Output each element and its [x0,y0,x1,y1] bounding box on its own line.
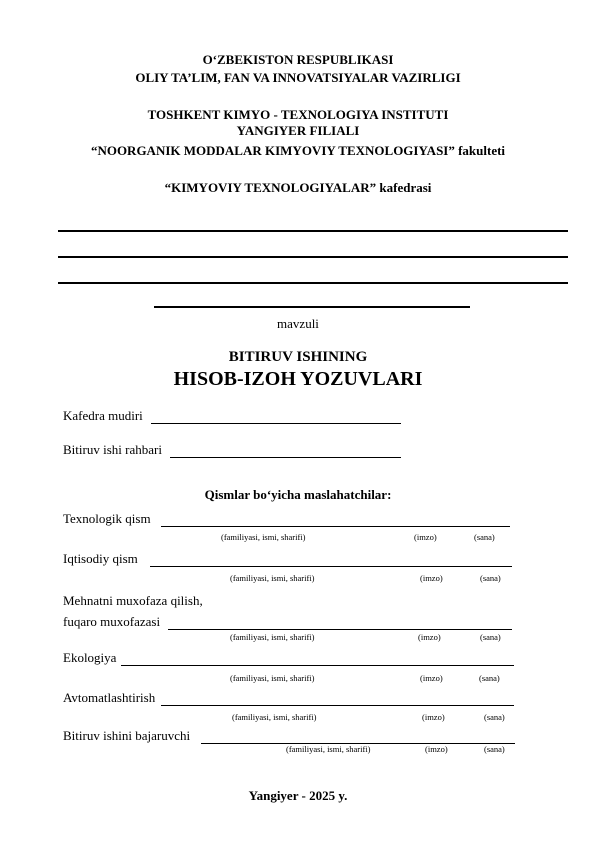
consultant-label-technology: Texnologik qism [63,511,151,526]
topic-line-1 [58,230,568,232]
consultant-label-performer: Bitiruv ishini bajaruvchi [63,728,191,743]
caption-name: (familiyasi, ismi, sharifi) [232,712,317,722]
caption-date: (sana) [484,744,505,754]
consultant-label-economy: Iqtisodiy qism [63,551,138,566]
department-name: “KIMYOVIY TEXNOLOGIYALAR” kafedrasi [164,180,432,195]
topic-line-3 [58,282,568,284]
title-line-2: HISOB-IZOH YOZUVLARI [173,368,423,390]
caption-sign: (imzo) [425,744,448,754]
caption-sign: (imzo) [420,673,443,683]
caption-name: (familiyasi, ismi, sharifi) [221,532,306,542]
topic-line-2 [58,256,568,258]
title-line-1: BITIRUV ISHINING [228,349,368,365]
consultant-label-safety-line1: Mehnatni muxofaza qilish, [63,593,203,608]
caption-name: (familiyasi, ismi, sharifi) [230,573,315,583]
country-name: O‘ZBEKISTON RESPUBLIKASI [202,52,394,67]
caption-date: (sana) [480,632,501,642]
ministry-name: OLIY TA’LIM, FAN VA INNOVATSIYALAR VAZIRLIGI [135,70,461,85]
consultant-label-safety: fuqaro muxofazasi [63,614,161,629]
consultants-heading: Qismlar bo‘yicha maslahatchilar: [204,487,392,502]
consultant-line-ecology [121,665,514,666]
caption-sign: (imzo) [418,632,441,642]
consultant-label-ecology: Ekologiya [63,650,117,665]
institute-name: TOSHKENT KIMYO - TEXNOLOGIYA INSTITUTI [147,107,449,122]
consultant-line-automation [161,705,514,706]
supervisor-line [170,457,401,458]
consultant-line-safety [168,629,512,630]
caption-name: (familiyasi, ismi, sharifi) [286,744,371,754]
caption-date: (sana) [484,712,505,722]
place-year: Yangiyer - 2025 y. [248,788,348,803]
caption-sign: (imzo) [420,573,443,583]
head-of-department-line [151,423,401,424]
consultant-line-economy [150,566,512,567]
topic-label: mavzuli [277,316,319,331]
branch-name: YANGIYER FILIALI [236,123,360,138]
supervisor-label: Bitiruv ishi rahbari [63,442,162,457]
consultant-line-technology [161,526,510,527]
caption-name: (familiyasi, ismi, sharifi) [230,673,315,683]
caption-name: (familiyasi, ismi, sharifi) [230,632,315,642]
caption-date: (sana) [479,673,500,683]
caption-sign: (imzo) [414,532,437,542]
head-of-department-label: Kafedra mudiri [63,408,143,423]
topic-line-4 [154,306,470,308]
caption-date: (sana) [480,573,501,583]
consultant-label-automation: Avtomatlashtirish [63,690,156,705]
faculty-name: “NOORGANIK MODDALAR KIMYOVIY TEXNOLOGIYASI” fakulteti [90,143,506,158]
caption-date: (sana) [474,532,495,542]
caption-sign: (imzo) [422,712,445,722]
